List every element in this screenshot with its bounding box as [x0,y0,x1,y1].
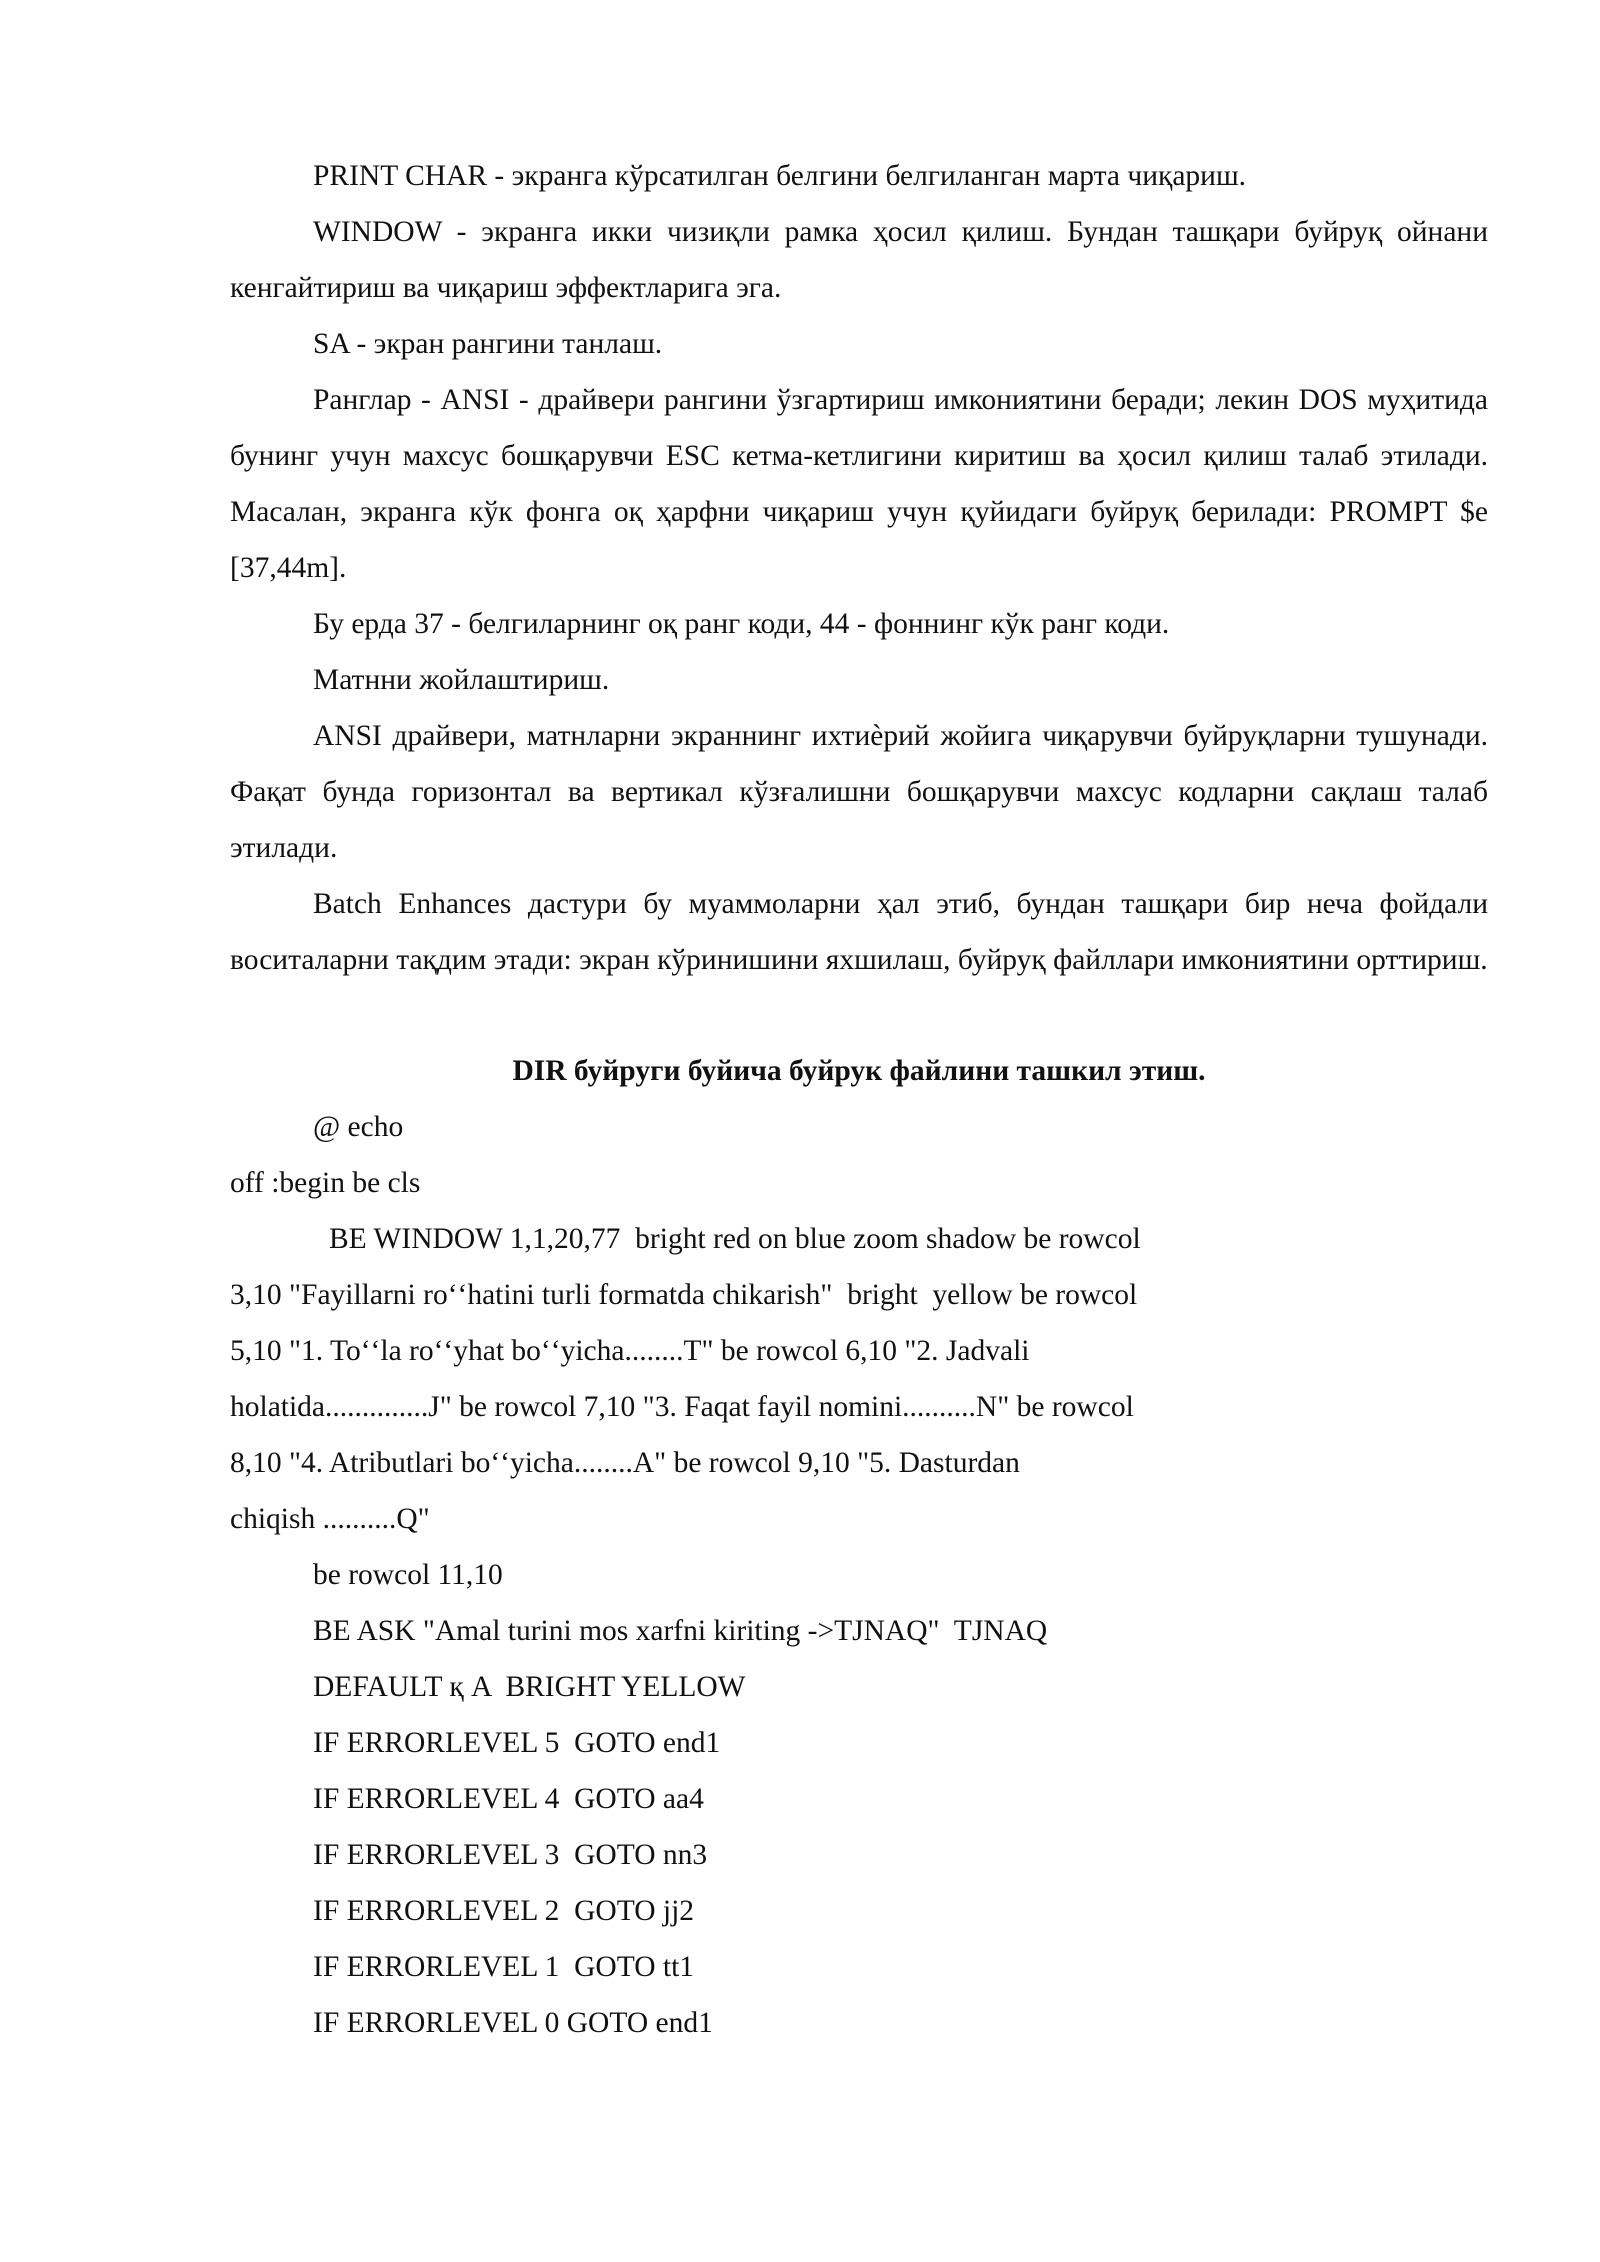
code-line: IF ERRORLEVEL 1 GOTO tt1 [313,1951,695,1983]
code-line: DEFAULT қ A BRIGHT YELLOW [313,1671,746,1703]
code-line: 5,10 "1. Toʻʻla roʻʻyhat boʻʻyicha........T" be rowcol 6,10 "2. Jadvali [230,1335,1030,1367]
code-line: be rowcol 11,10 [313,1559,503,1591]
document-page [230,148,1488,2051]
code-line: IF ERRORLEVEL 0 GOTO end1 [313,2007,713,2039]
paragraph-color-codes: Бу ерда 37 - белгиларнинг оқ ранг коди, 44 - фоннинг кўк ранг коди. [313,608,1170,640]
paragraph-ansi-driver: ANSI драйвери, матнларни экраннинг ихтиѐрий жойига чиқарувчи буйруқларни тушунади. Фақат бунда горизонтал ва вертикал кўзғалишни бошқарувчи махсус кодларни сақлаш талаб этилади. [230,720,1488,864]
paragraph-window: WINDOW - экранга икки чизиқли рамка ҳосил қилиш. Бундан ташқари буйруқ ойнани кенгайтириш ва чиқариш эффектларига эга. [230,216,1488,304]
code-line: chiqish ..........Q" [230,1503,430,1535]
code-line: off :begin be cls [230,1167,421,1199]
code-line: 8,10 "4. Atributlari boʻʻyicha........A" be rowcol 9,10 "5. Dasturdan [230,1447,1020,1479]
code-line: IF ERRORLEVEL 4 GOTO aa4 [313,1783,704,1815]
paragraph-print-char: PRINT CHAR - экранга кўрсатилган белгини белгиланган марта чиқариш. [313,160,1247,192]
paragraph-colors: Ранглар - ANSI - драйвери рангини ўзгартириш имкониятини беради; лекин DOS муҳитида бунинг учун махсус бошқарувчи ESC кетма-кетлигини киритиш ва ҳосил қилиш талаб этилади. Масалан, экранга кўк фонга оқ ҳарфни чиқариш учун қуйидаги буйруқ берилади: PROMPT $e [37,44m]. [230,384,1488,584]
code-line: BE ASK "Amal turini mos xarfni kiriting ->TJNAQ" TJNAQ [313,1615,1048,1647]
paragraph-text-placement: Матнни жойлаштириш. [313,664,610,696]
section-title: DIR буйруги буйича буйрук файлини ташкил этиш. [512,1055,1206,1087]
code-line: 3,10 "Fayillarni roʻʻhatini turli formatda chikarish" bright yellow be rowcol [230,1279,1138,1311]
code-line: IF ERRORLEVEL 5 GOTO end1 [313,1727,721,1759]
code-listing [230,1099,1488,2051]
paragraph-batch-enhances: Batch Enhances дастури бу муаммоларни ҳал этиб, бундан ташқари бир неча фойдали воситаларни тақдим этади: экран кўринишини яхшилаш, буйруқ файллари имкониятини орттириш. [230,888,1488,976]
code-line: holatida..............J" be rowcol 7,10 "3. Faqat fayil nomini..........N" be rowcol [230,1391,1134,1423]
code-line: BE WINDOW 1,1,20,77 bright red on blue zoom shadow be rowcol [329,1223,1141,1255]
paragraph-sa: SA - экран рангини танлаш. [313,328,663,360]
code-line: IF ERRORLEVEL 3 GOTO nn3 [313,1839,708,1871]
code-line: IF ERRORLEVEL 2 GOTO jj2 [313,1895,695,1927]
code-line: @ echo [313,1111,404,1143]
